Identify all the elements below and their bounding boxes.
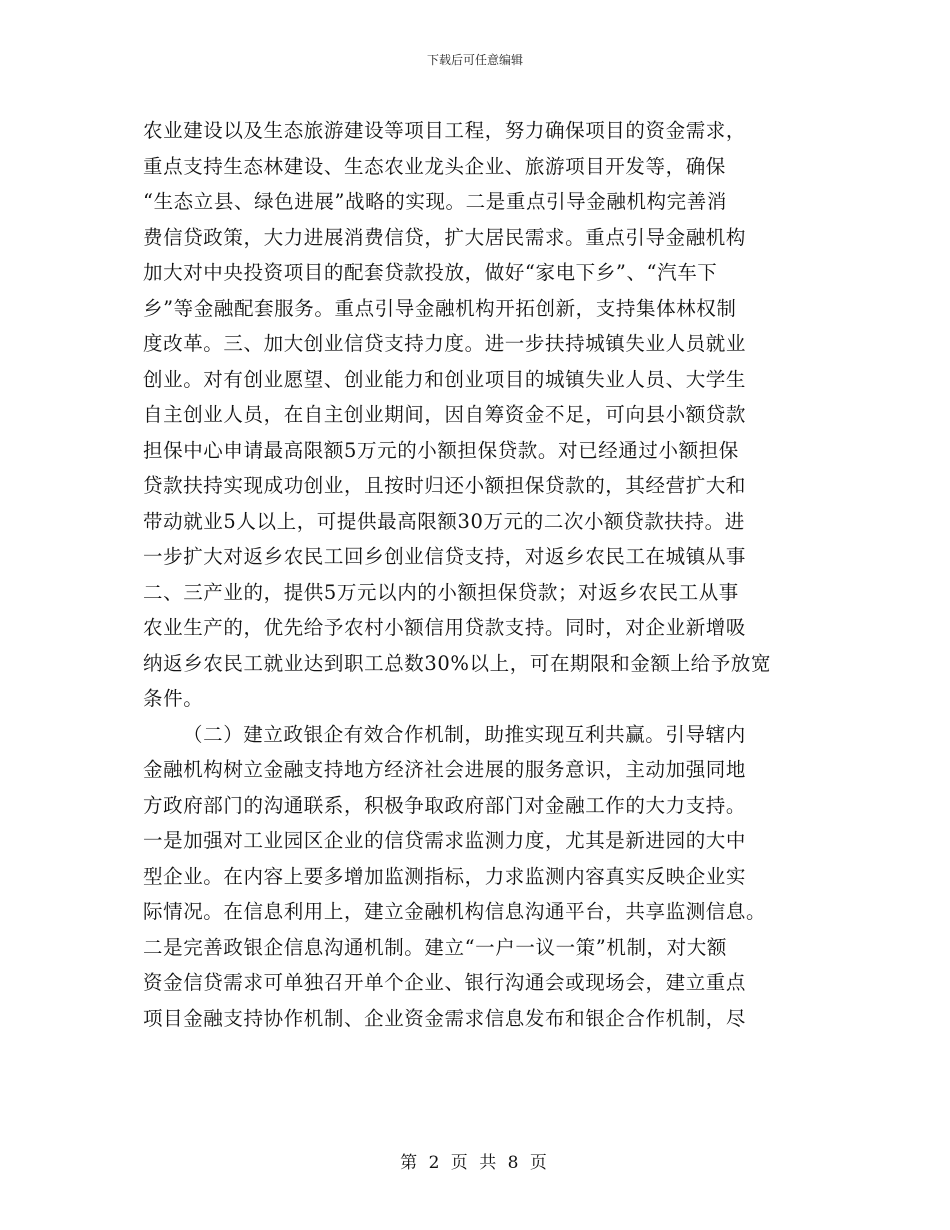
text-line: 际情况。在信息利用上，建立金融机构信息沟通平台，共享监测信息。 [143, 900, 767, 923]
text-line: 农业建设以及生态旅游建设等项目工程，努力确保项目的资金需求， [143, 119, 747, 142]
text-line: 贷款扶持实现成功创业，且按时归还小额担保贷款的，其经营扩大和 [143, 474, 747, 497]
text-line: 一是加强对工业园区企业的信贷需求监测力度，尤其是新进园的大中 [143, 829, 747, 852]
text-line: 农业生产的，优先给予农村小额信用贷款支持。同时，对企业新增吸 [143, 616, 747, 639]
text-line: 项目金融支持协作机制、企业资金需求信息发布和银企合作机制，尽 [143, 1006, 747, 1030]
text-line: （二）建立政银企有效合作机制，助推实现互利共赢。引导辖内 [183, 722, 746, 746]
text-line: 费信贷政策，大力进展消费信贷，扩大居民需求。重点引导金融机构 [143, 225, 747, 249]
text-line: 乡”等金融配套服务。重点引导金融机构开拓创新，支持集体林权制 [143, 296, 737, 320]
text-line: 加大对中央投资项目的配套贷款投放，做好“家电下乡”、“汽车下 [143, 261, 718, 284]
text-line: 自主创业人员，在自主创业期间，因自筹资金不足，可向县小额贷款 [143, 403, 747, 426]
page-number: 第 2 页 共 8 页 [400, 1153, 550, 1173]
text-line: 二、三产业的，提供5万元以内的小额担保贷款；对返乡农民工从事 [143, 580, 739, 604]
text-line: “生态立县、绿色进展”战略的实现。二是重点引导金融机构完善消 [143, 190, 727, 213]
text-line: 纳返乡农民工就业达到职工总数30%以上，可在期限和金额上给予放宽 [143, 651, 772, 675]
text-line: 度改革。三、加大创业信贷支持力度。进一步扶持城镇失业人员就业 [143, 332, 747, 355]
text-line: 重点支持生态林建设、生态农业龙头企业、旅游项目开发等，确保 [143, 154, 726, 178]
text-line: 型企业。在内容上要多增加监测指标，力求监测内容真实反映企业实 [143, 864, 747, 888]
text-line: 担保中心申请最高限额5万元的小额担保贷款。对已经通过小额担保 [143, 438, 739, 462]
text-line: 方政府部门的沟通联系，积极争取政府部门对金融工作的大力支持。 [143, 793, 747, 817]
text-line: 资金信贷需求可单独召开单个企业、银行沟通会或现场会，建立重点 [143, 971, 747, 994]
text-line: 条件。 [143, 687, 204, 710]
text-line: 二是完善政银企信息沟通机制。建立“一户一议一策”机制，对大额 [143, 935, 727, 959]
text-line: 带动就业5人以上，可提供最高限额30万元的二次小额贷款扶持。进 [143, 509, 745, 533]
document-body [143, 113, 808, 1036]
text-line: 创业。对有创业愿望、创业能力和创业项目的城镇失业人员、大学生 [143, 367, 747, 391]
paragraph-2 [143, 717, 808, 1037]
text-line: 一步扩大对返乡农民工回乡创业信贷支持，对返乡农民工在城镇从事 [143, 545, 747, 568]
page-header: 下载后可任意编辑 [426, 53, 523, 67]
text-line: 金融机构树立金融支持地方经济社会进展的服务意识，主动加强同地 [143, 758, 747, 781]
paragraph-1 [143, 113, 808, 717]
